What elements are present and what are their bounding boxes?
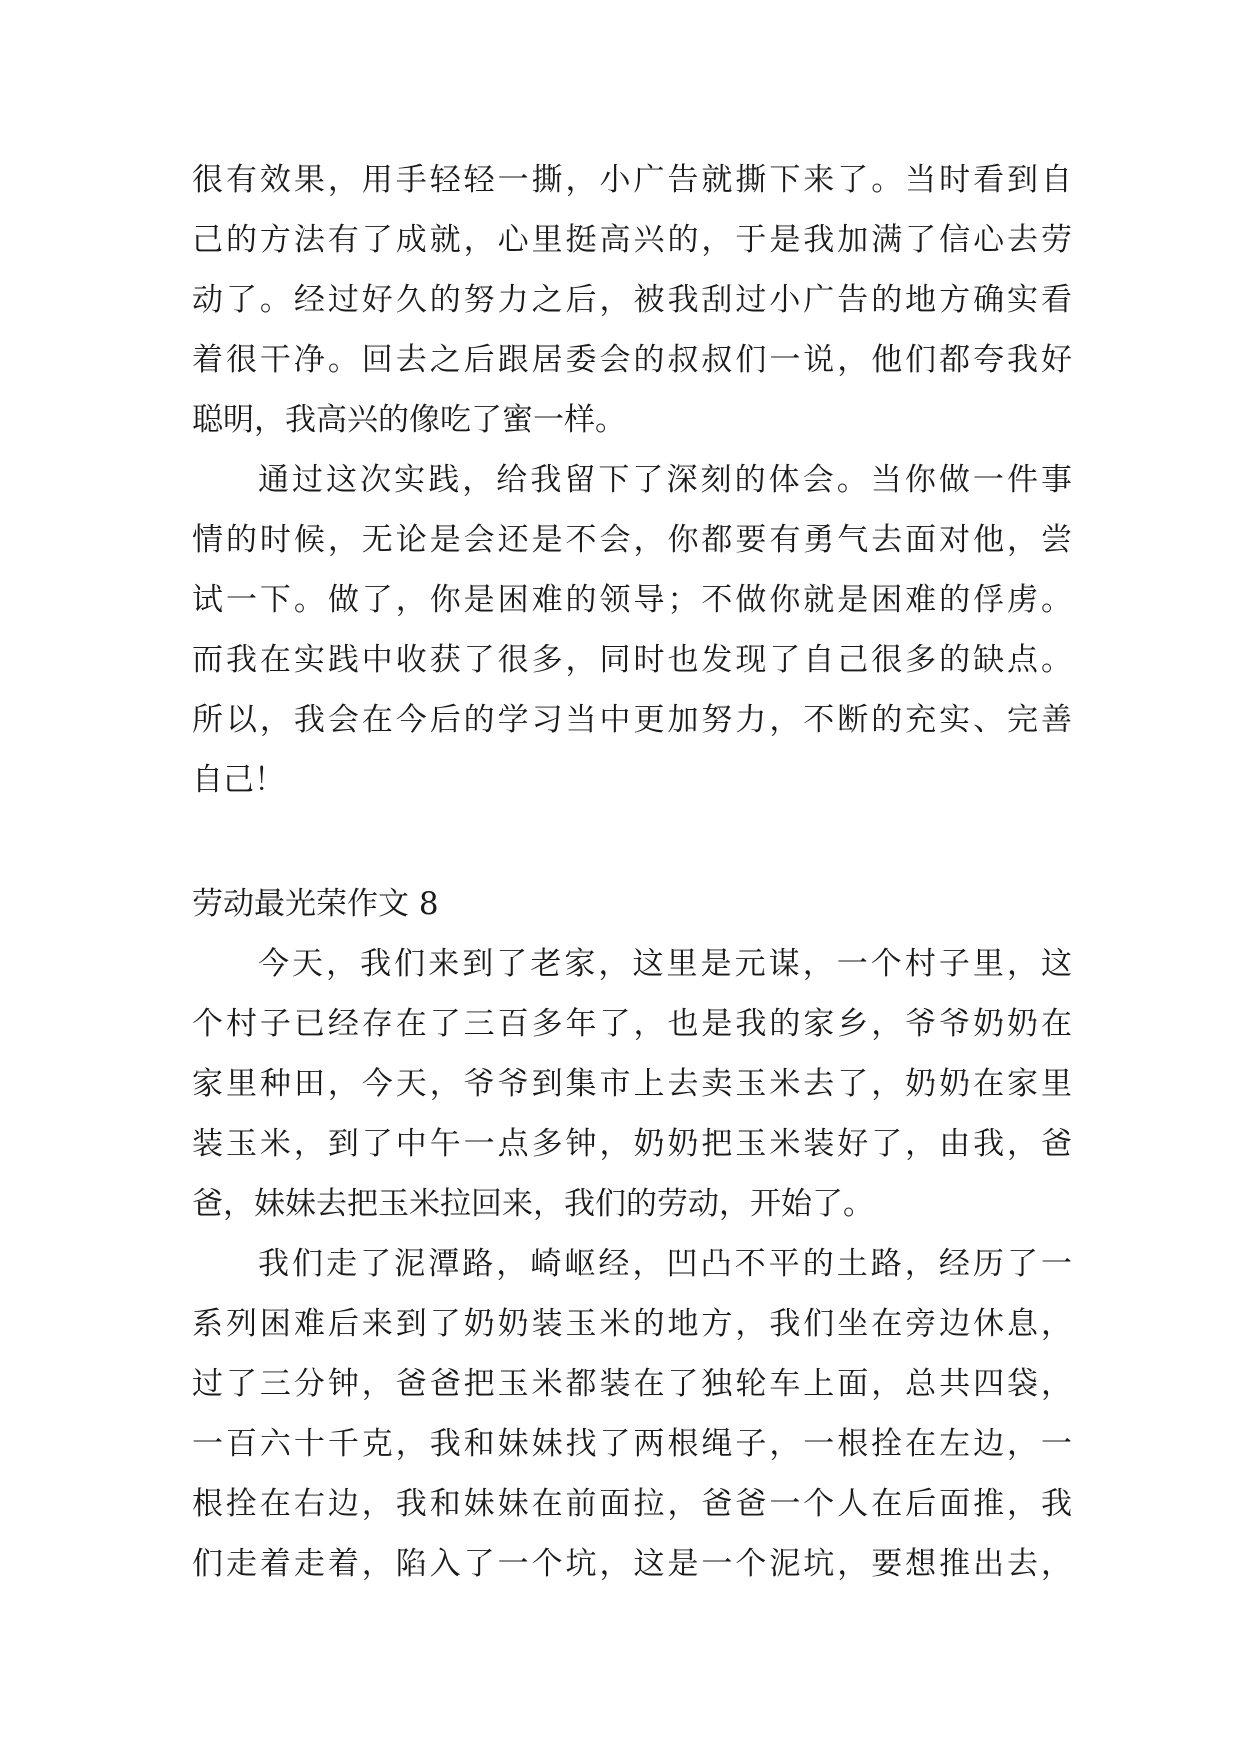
paragraph-line: 着很干净。回去之后跟居委会的叔叔们一说，他们都夸我好: [192, 342, 1072, 378]
paragraph-line: 家里种田，今天，爷爷到集市上去卖玉米去了，奶奶在家里: [192, 1066, 1072, 1102]
paragraph-line: 个村子已经存在了三百多年了，也是我的家乡，爷爷奶奶在: [192, 1006, 1072, 1042]
paragraph-line: 装玉米，到了中午一点多钟，奶奶把玉米装好了，由我，爸: [192, 1126, 1072, 1162]
paragraph-line: 通过这次实践，给我留下了深刻的体会。当你做一件事: [258, 462, 1072, 498]
section-heading: 劳动最光荣作文 8: [192, 886, 439, 922]
paragraph-line: 很有效果，用手轻轻一撕，小广告就撕下来了。当时看到自: [192, 162, 1072, 198]
paragraph-line: 动了。经过好久的努力之后，被我刮过小广告的地方确实看: [192, 282, 1072, 318]
paragraph-line: 己的方法有了成就，心里挺高兴的，于是我加满了信心去劳: [192, 222, 1072, 258]
paragraph-line: 我们走了泥潭路，崎岖经，凹凸不平的土路，经历了一: [258, 1246, 1072, 1282]
paragraph-line: 情的时候，无论是会还是不会，你都要有勇气去面对他，尝: [192, 522, 1072, 558]
paragraph-line: 今天，我们来到了老家，这里是元谋，一个村子里，这: [258, 946, 1072, 982]
paragraph-line: 根拴在右边，我和妹妹在前面拉，爸爸一个人在后面推，我: [192, 1486, 1072, 1522]
paragraph-line: 系列困难后来到了奶奶装玉米的地方，我们坐在旁边休息，: [192, 1306, 1072, 1342]
paragraph-line: 试一下。做了，你是困难的领导；不做你就是困难的俘虏。: [192, 582, 1072, 618]
paragraph-line: 而我在实践中收获了很多，同时也发现了自己很多的缺点。: [192, 642, 1072, 678]
paragraph-line: 自己！: [192, 762, 285, 798]
paragraph-line: 爸，妹妹去把玉米拉回来，我们的劳动，开始了。: [192, 1186, 874, 1222]
paragraph-line: 所以，我会在今后的学习当中更加努力，不断的充实、完善: [192, 702, 1072, 738]
paragraph-line: 一百六十千克，我和妹妹找了两根绳子，一根拴在左边，一: [192, 1426, 1072, 1462]
paragraph-line: 们走着走着，陷入了一个坑，这是一个泥坑，要想推出去，: [192, 1546, 1072, 1582]
paragraph-line: 聪明，我高兴的像吃了蜜一样。: [192, 402, 626, 438]
paragraph-line: 过了三分钟，爸爸把玉米都装在了独轮车上面，总共四袋，: [192, 1366, 1072, 1402]
